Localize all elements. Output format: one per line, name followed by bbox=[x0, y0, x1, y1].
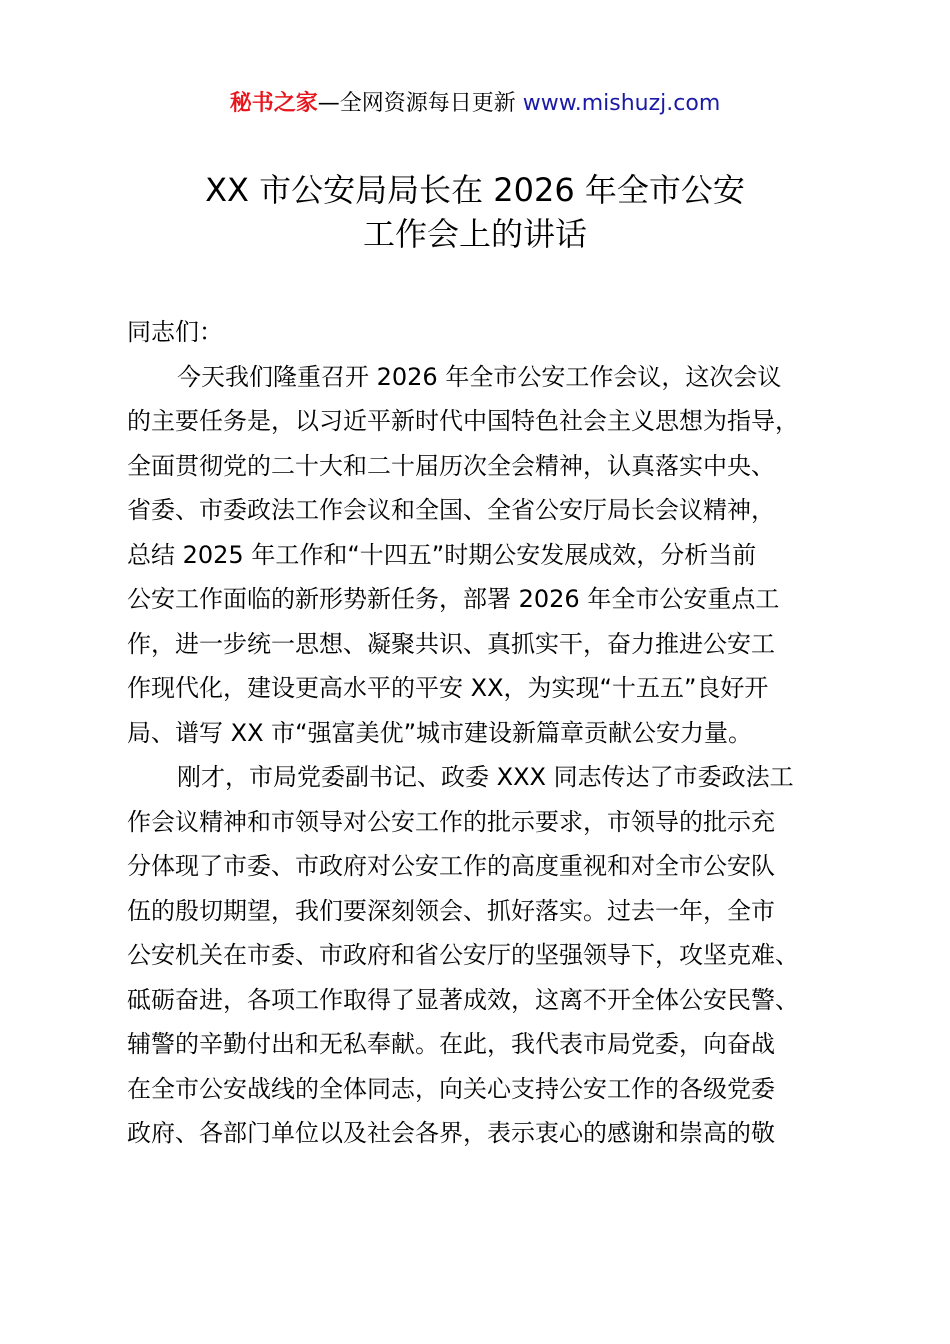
text-line: 在全市公安战线的全体同志，向关心支持公安工作的各级党委 bbox=[127, 1074, 775, 1103]
text-line: 局、谱写 XX 市“强富美优”城市建设新篇章贡献公安力量。 bbox=[127, 718, 753, 747]
text-line: 作会议精神和市领导对公安工作的批示要求，市领导的批示充 bbox=[127, 807, 775, 836]
text-line: 省委、市委政法工作会议和全国、全省公安厅局长会议精神， bbox=[127, 496, 775, 524]
text-line: 政府、各部门单位以及社会各界，表示衷心的感谢和崇高的敬 bbox=[127, 1119, 775, 1147]
text-line: 总结 2025 年工作和“十四五”时期公安发展成效，分析当前 bbox=[127, 540, 757, 569]
text-line: 作，进一步统一思想、凝聚共识、真抓实干，奋力推进公安工 bbox=[127, 629, 775, 658]
document-body bbox=[127, 310, 857, 1156]
site-url-link[interactable]: www.mishuzj.com bbox=[522, 91, 721, 116]
brand-name: 秘书之家 bbox=[229, 91, 318, 116]
text-line: 分体现了市委、市政府对公安工作的高度重视和对全市公安队 bbox=[127, 852, 775, 880]
title-line-2: 工作会上的讲话 bbox=[362, 215, 587, 253]
text-line: 伍的殷切期望，我们要深刻领会、抓好落实。过去一年，全市 bbox=[127, 896, 775, 925]
document-title bbox=[0, 168, 950, 256]
site-header bbox=[0, 86, 950, 122]
title-line-1: XX 市公安局局长在 2026 年全市公安 bbox=[205, 171, 745, 209]
paragraph-2 bbox=[127, 755, 857, 1156]
text-line: 刚才，市局党委副书记、政委 XXX 同志传达了市委政法工 bbox=[177, 763, 794, 791]
paragraph-1 bbox=[127, 355, 857, 756]
text-line: 的主要任务是，以习近平新时代中国特色社会主义思想为指导， bbox=[127, 407, 799, 435]
text-line: 作现代化，建设更高水平的平安 XX，为实现“十五五”良好开 bbox=[127, 674, 769, 702]
text-line: 全面贯彻党的二十大和二十届历次全会精神，认真落实中央、 bbox=[127, 451, 775, 480]
text-line: 今天我们隆重召开 2026 年全市公安工作会议，这次会议 bbox=[177, 362, 782, 391]
text-line: 辅警的辛勤付出和无私奉献。在此，我代表市局党委，向奋战 bbox=[127, 1030, 775, 1058]
salutation: 同志们： bbox=[127, 318, 223, 346]
text-line: 公安工作面临的新形势新任务，部署 2026 年全市公安重点工 bbox=[127, 585, 780, 613]
text-line: 砥砺奋进，各项工作取得了显著成效，这离不开全体公安民警、 bbox=[127, 985, 799, 1014]
header-tagline: —全网资源每日更新 bbox=[317, 91, 523, 116]
text-line: 公安机关在市委、市政府和省公安厅的坚强领导下，攻坚克难、 bbox=[127, 941, 799, 969]
